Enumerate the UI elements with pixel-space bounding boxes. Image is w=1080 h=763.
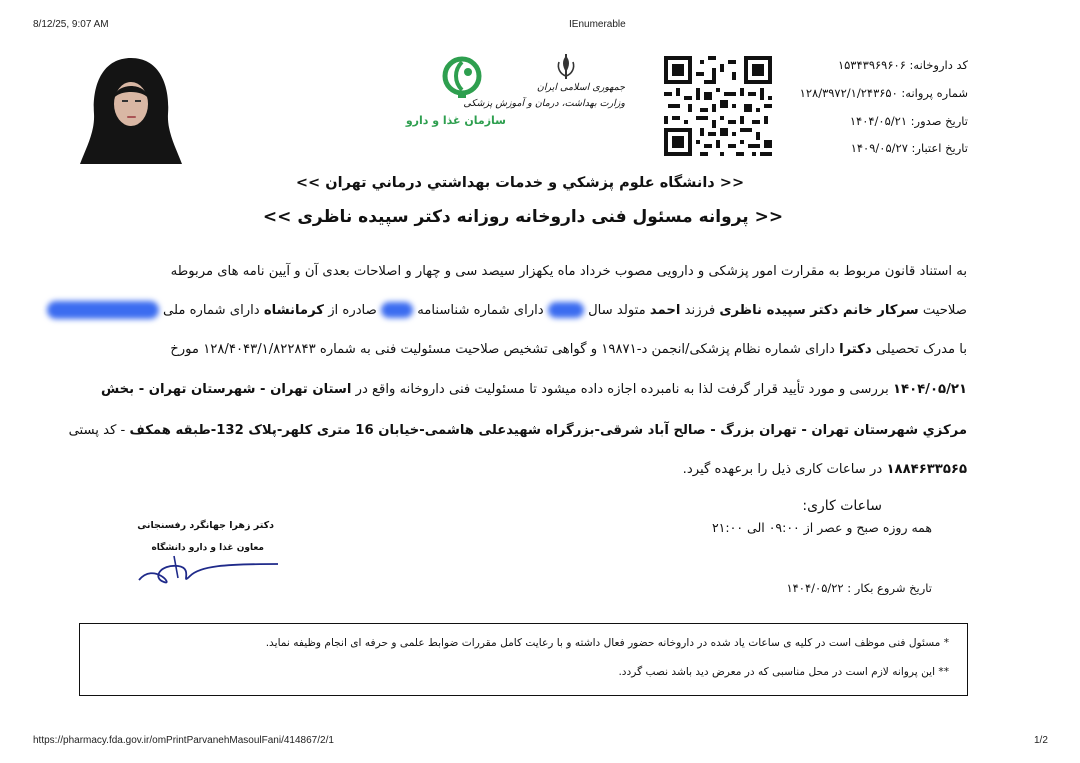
issue-city: کرمانشاه	[263, 303, 324, 318]
fda-name: سازمان غذا و دارو	[405, 114, 506, 127]
issue-date: تاریخ صدور: ۱۴۰۴/۰۵/۲۱	[849, 114, 968, 128]
fda-logo	[405, 56, 506, 140]
start-date: تاریخ شروع بکار : ۱۴۰۴/۰۵/۲۲	[786, 581, 932, 595]
body-text: دارای شماره نظام پزشکی/انجمن د-۱۹۸۷۱ و گواهی تشخیص صلاحیت مسئولیت فنی به شماره ۱۲۸/۴۰۴۳/۱/۸۲۲۸۴۳ مورخ	[170, 342, 835, 357]
body-text: دارای شماره شناسنامه	[417, 303, 544, 318]
print-datetime: 8/12/25, 9:07 AM	[33, 19, 109, 30]
body-text: دارای شماره ملی	[163, 303, 260, 318]
notes-box	[79, 623, 968, 696]
university-title: << دانشگاه علوم پزشکي و خدمات بهداشتي درماني تهران >>	[295, 175, 745, 191]
working-hours-label: ساعات کاری:	[802, 498, 882, 514]
body-line-3	[67, 342, 967, 357]
qr-code	[664, 56, 772, 156]
signer-name: دکتر زهرا جهانگرد رفسنجانی	[137, 520, 274, 531]
working-hours-value: همه روزه صبح و عصر از ۰۹:۰۰ الی ۲۱:۰۰	[711, 520, 932, 535]
iran-emblem-icon	[555, 54, 577, 80]
body-line-5	[67, 423, 967, 438]
note-2: ** این پروانه لازم است در محل مناسبی که در معرض دید باشد نصب گردد.	[618, 666, 949, 678]
pharmacy-address: مرکزي شهرستان تهران - تهران بزرگ - صالح آباد شرقی-بزرگراه شهیدعلی هاشمی-خیابان 16 متری کلهر-پلاک 132-طبقه همکف	[129, 423, 967, 438]
body-text: متولد سال	[588, 303, 646, 318]
ministry-logo	[463, 54, 625, 144]
father-name: احمد	[649, 303, 681, 318]
applicant-photo	[80, 52, 182, 164]
pharmacy-location: استان تهران - شهرستان تهران - بخش	[101, 382, 352, 397]
body-text: با مدرک تحصیلی	[875, 342, 967, 357]
print-title: IEnumerable	[569, 19, 626, 30]
signature-mark	[134, 552, 284, 592]
valid-until-date: تاریخ اعتبار: ۱۴۰۹/۰۵/۲۷	[850, 141, 968, 155]
signer-role: معاون غذا و دارو دانشگاه	[151, 543, 264, 553]
print-page-number: 1/2	[1034, 735, 1048, 746]
note-1: * مسئول فنی موظف است در کلیه ی ساعات یاد شده در داروخانه حضور فعال داشته و با رعایت کامل مقررات ضوابط علمی و حرفه ای انجام وظیفه نماید.	[265, 637, 949, 649]
body-text: صلاحیت	[922, 303, 967, 318]
body-text: بررسی و مورد تأیید قرار گرفت لذا به نامبرده اجازه داده میشود تا مسئولیت فنی داروخانه واقع در	[355, 382, 889, 397]
postal-code: ۱۸۸۴۶۳۳۵۶۵	[886, 462, 967, 477]
ministry-line1: جمهوری اسلامی ایران	[536, 82, 625, 93]
approval-date: ۱۴۰۴/۰۵/۲۱	[892, 382, 967, 397]
license-title: << پروانه مسئول فنی داروخانه روزانه دکتر سپیده ناظری >>	[262, 207, 784, 227]
pharmacy-code: کد داروخانه: ۱۵۳۴۳۹۶۹۶۰۶	[837, 58, 968, 72]
redacted-id-number	[381, 302, 413, 318]
ministry-line2: وزارت بهداشت، درمان و آموزش پزشکی	[463, 98, 625, 109]
body-line-6	[67, 462, 967, 477]
body-text: در ساعات کاری ذیل را برعهده گیرد.	[682, 462, 883, 477]
redacted-birth-year	[548, 302, 584, 318]
license-number: شماره پروانه: ۱۲۸/۳۹۷۲/۱/۲۴۳۶۵۰	[799, 86, 968, 100]
body-line-2	[67, 301, 967, 319]
body-text: - کد پستی	[68, 423, 126, 438]
redacted-national-id	[47, 301, 159, 319]
print-url: https://pharmacy.fda.gov.ir/omPrintParvanehMasoulFani/414867/2/1	[33, 735, 334, 746]
applicant-name: سرکار خانم دکتر سپیده ناظری	[719, 303, 919, 318]
body-line-4	[67, 382, 967, 397]
fda-emblem-icon	[442, 56, 482, 100]
degree: دکترا	[839, 342, 872, 357]
body-text: فرزند	[684, 303, 716, 318]
body-text: صادره از	[328, 303, 377, 318]
body-line-1: به استناد قانون مربوط به مقرارت امور پزشکی و دارویی مصوب خرداد ماه یکهزار سیصد سی و چهار و اصلاحات بعدی آن و آیین نامه های مربوطه	[170, 264, 967, 279]
